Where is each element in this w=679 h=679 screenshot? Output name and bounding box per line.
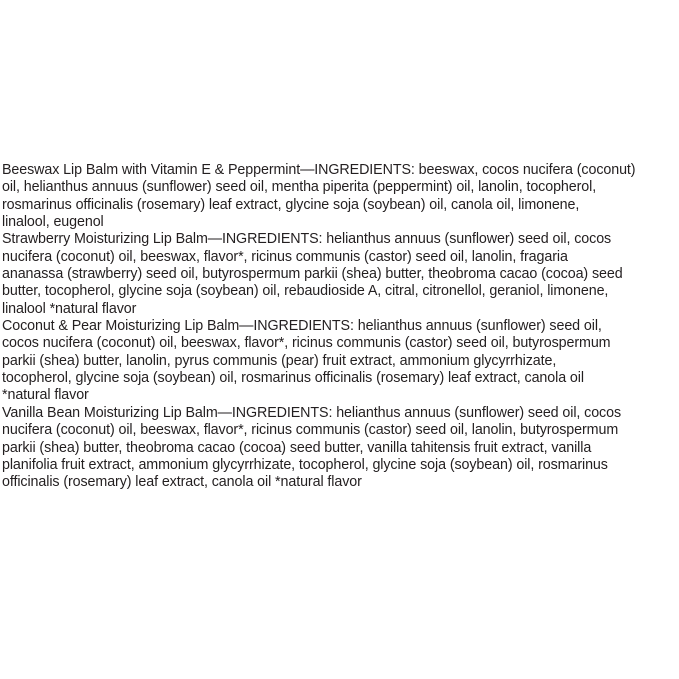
ingredient-line: nucifera (coconut) oil, beeswax, flavor*, ricinus communis (castor) seed oil, lanolin, butyrospermum xyxy=(2,422,619,439)
ingredient-line: *natural flavor xyxy=(2,387,89,404)
ingredient-line: officinalis (rosemary) leaf extract, canola oil *natural flavor xyxy=(2,474,362,491)
ingredient-paragraph-1 xyxy=(2,162,678,231)
ingredient-line: planifolia fruit extract, ammonium glycyrrhizate, tocopherol, glycine soja (soybean) oil, rosmarinus xyxy=(2,456,608,473)
ingredient-line: parkii (shea) butter, theobroma cacao (cocoa) seed butter, vanilla tahitensis fruit extract, vanilla xyxy=(2,439,592,456)
ingredient-line: cocos nucifera (coconut) oil, beeswax, flavor*, ricinus communis (castor) seed oil, butyrospermum xyxy=(2,335,611,352)
ingredient-paragraph-2 xyxy=(2,231,678,318)
ingredient-line: ananassa (strawberry) seed oil, butyrospermum parkii (shea) butter, theobroma cacao (cocoa) seed xyxy=(2,266,623,283)
ingredient-line: butter, tocopherol, glycine soja (soybean) oil, rebaudioside A, citral, citronellol, geraniol, limonene, xyxy=(2,283,609,300)
ingredient-line: Vanilla Bean Moisturizing Lip Balm—INGREDIENTS: helianthus annuus (sunflower) seed oil, cocos xyxy=(2,404,621,421)
ingredient-paragraph-3 xyxy=(2,318,678,405)
ingredient-line: Strawberry Moisturizing Lip Balm—INGREDIENTS: helianthus annuus (sunflower) seed oil, cocos xyxy=(2,231,612,248)
ingredient-line: nucifera (coconut) oil, beeswax, flavor*, ricinus communis (castor) seed oil, lanolin, fragaria xyxy=(2,248,568,265)
ingredients-text-block xyxy=(2,162,678,492)
ingredient-line: Coconut & Pear Moisturizing Lip Balm—INGREDIENTS: helianthus annuus (sunflower) seed oil, xyxy=(2,318,602,335)
ingredient-line: tocopherol, glycine soja (soybean) oil, rosmarinus officinalis (rosemary) leaf extract, canola oil xyxy=(2,370,584,387)
ingredient-line: linalool *natural flavor xyxy=(2,300,137,317)
ingredient-line: oil, helianthus annuus (sunflower) seed oil, mentha piperita (peppermint) oil, lanolin, tocopherol, xyxy=(2,179,597,196)
ingredient-line: rosmarinus officinalis (rosemary) leaf extract, glycine soja (soybean) oil, canola oil, limonene, xyxy=(2,196,580,213)
ingredient-line: parkii (shea) butter, lanolin, pyrus communis (pear) fruit extract, ammonium glycyrrhizate, xyxy=(2,352,557,369)
ingredient-paragraph-4 xyxy=(2,405,678,492)
ingredient-line: linalool, eugenol xyxy=(2,214,104,231)
ingredient-line: Beeswax Lip Balm with Vitamin E & Peppermint—INGREDIENTS: beeswax, cocos nucifera (coconut) xyxy=(2,162,636,178)
